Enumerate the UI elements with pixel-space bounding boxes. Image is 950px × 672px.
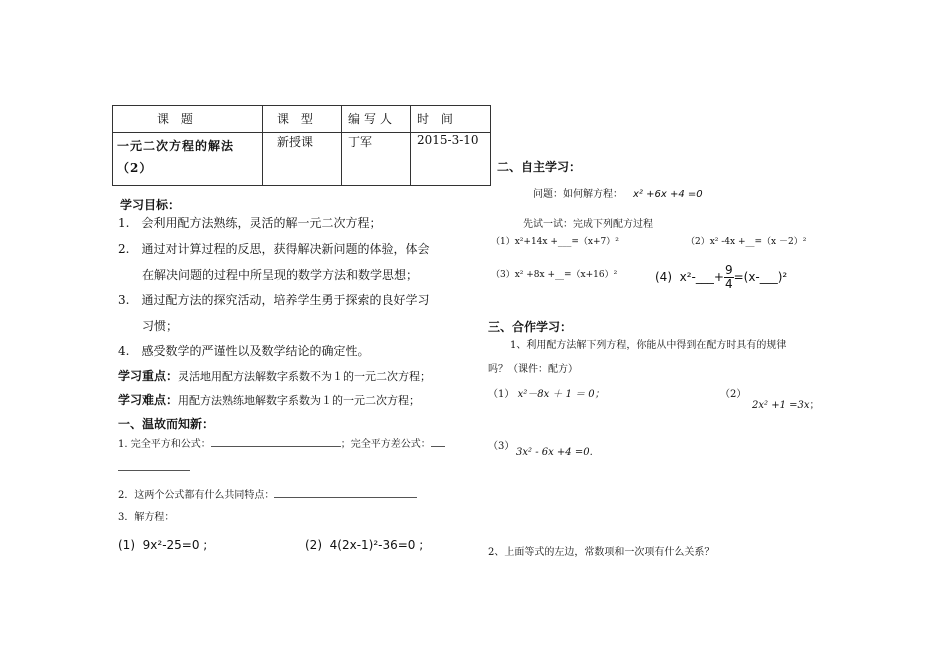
coop-eq2-text: 2x² +1 =3x (752, 400, 810, 411)
fraction-nine-quarters (724, 264, 734, 291)
equation-1 (118, 538, 207, 552)
try-instruction: 先试一试：完成下列配方过程 (523, 219, 653, 230)
coop-equation-2-label: （2） (720, 389, 747, 400)
blank-common-feature[interactable] (274, 485, 417, 498)
equation-1-label: (1) (118, 538, 135, 552)
fraction-denominator: 4 (724, 277, 733, 291)
fill-item-4-label: (4) (655, 270, 672, 284)
coop-equation-3 (516, 447, 593, 458)
key-point-text: 灵活地用配方法解数字系数不为１的一元二次方程； (178, 370, 432, 383)
key-point (118, 367, 431, 384)
coop-study-title: 三、合作学习： (488, 320, 573, 334)
review-question-1 (118, 434, 445, 450)
coop-eq1-text: x²－8x ＋ 1 ＝ 0； (517, 389, 605, 400)
review-question-3: 3．解方程： (118, 512, 175, 523)
goal-2-line-2: 在解决问题的过程中所呈现的数学方法和数学思想； (118, 268, 419, 282)
difficult-point (118, 391, 420, 408)
coop-question-1-line-2: 吗？（课件：配方） (488, 364, 578, 375)
fill-item-2: （2）x² -4x +__=（x －2）² (686, 237, 807, 247)
equation-2-label: (2) (305, 538, 322, 552)
col-label-type: 课 型 (263, 106, 342, 133)
fill-item-3: （3）x² +8x +__=（x+16）² (491, 270, 618, 280)
lesson-title: 一元二次方程的解法（2） (113, 133, 263, 186)
col-label-date: 时 间 (411, 106, 491, 133)
goal-4: 4. 感受数学的严谨性以及数学结论的确定性。 (118, 344, 370, 358)
key-point-label: 学习重点： (118, 369, 179, 383)
fill-item-1: （1）x²+14x +___=（x+7）² (491, 237, 619, 247)
difficult-point-label: 学习难点： (118, 393, 179, 407)
col-label-topic: 课 题 (113, 106, 263, 133)
review-q2-text: 2．这两个公式都有什么共同特点： (118, 490, 275, 501)
self-study-title: 二、自主学习： (497, 160, 582, 174)
goal-2-line-1: 2. 通过对计算过程的反思，获得解决新问题的体验，体会 (118, 242, 430, 256)
coop-eq3-text: 3x² - 6x +4 =0 (516, 447, 590, 458)
difficult-point-text: 用配方法熟练地解数字系数为１的一元二次方程； (178, 394, 421, 407)
problem-equation: x² +6x +4 =0 (633, 189, 703, 200)
lesson-header-table (112, 105, 491, 186)
coop-question-1-line-1: 1、利用配方法解下列方程，你能从中得到在配方时具有的规律 (510, 340, 787, 351)
review-question-2 (118, 485, 417, 501)
fill-item-4-left: x²-___+ (679, 270, 724, 284)
lesson-author: 丁军 (342, 133, 411, 186)
col-label-author: 编写人 (342, 106, 411, 133)
fill-item-4-right: =(x-___)² (733, 270, 788, 284)
coop-equation-3-label: （3） (488, 441, 515, 452)
lesson-date: 2015-3-10 (411, 133, 491, 186)
blank-square-sum[interactable] (211, 434, 341, 447)
fraction-numerator: 9 (724, 263, 733, 277)
coop-equation-2 (752, 396, 820, 411)
blank-square-diff-start[interactable] (431, 434, 445, 447)
problem-line (533, 185, 703, 200)
header-label-row (113, 106, 491, 133)
goal-3-line-1: 3. 通过配方法的探究活动，培养学生勇于探索的良好学习 (118, 293, 430, 307)
goal-1: 1. 会利用配方法熟练，灵活的解一元二次方程； (118, 216, 382, 230)
coop-equation-1 (488, 385, 605, 400)
coop-eq3-end: . (589, 447, 593, 458)
coop-question-2: 2、上面等式的左边，常数项和一次项有什么关系？ (488, 547, 715, 558)
review-q1-sum-label: 1. 完全平方和公式： (118, 439, 211, 450)
equation-2 (305, 538, 423, 552)
goals-title: 学习目标： (120, 198, 181, 212)
problem-label: 问题：如何解方程： (533, 189, 623, 200)
coop-eq2-end: ； (809, 400, 820, 411)
equation-2-text: 4(2x-1)²-36=0 ; (329, 538, 424, 552)
header-value-row (113, 133, 491, 186)
lesson-type: 新授课 (263, 133, 342, 186)
equation-1-text: 9x²-25=0 ; (142, 538, 208, 552)
review-title: 一、温故而知新： (118, 417, 215, 431)
review-q1-diff-label: ；完全平方差公式： (340, 439, 431, 450)
goal-3-line-2: 习惯； (118, 319, 179, 333)
blank-square-diff-end[interactable] (118, 458, 190, 471)
coop-eq1-label: （1） (488, 389, 515, 400)
fill-item-4 (655, 264, 787, 291)
